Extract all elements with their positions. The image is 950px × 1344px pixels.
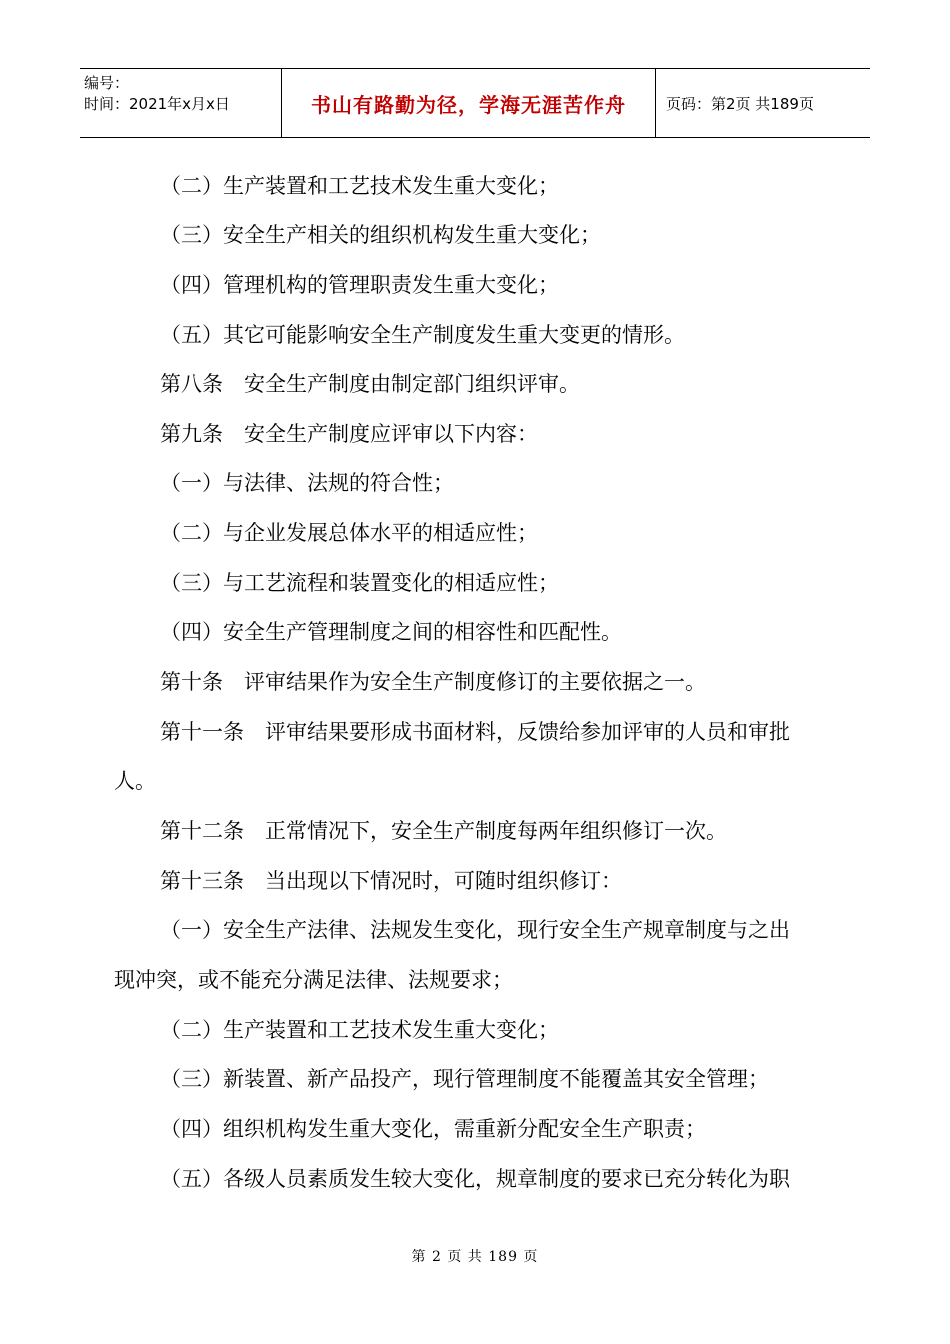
body-line: 现冲突，或不能充分满足法律、法规要求； [114,968,513,992]
body-line: （一）安全生产法律、法规发生变化，现行安全生产规章制度与之出 [160,918,790,942]
body-line: （五）各级人员素质发生较大变化，规章制度的要求已充分转化为职 [160,1167,790,1191]
document-date-label: 时间：2021年x月x日 [84,95,230,113]
body-line: （三）与工艺流程和装置变化的相适应性； [160,571,559,595]
body-line: （二）生产装置和工艺技术发生重大变化； [160,174,559,198]
body-line: （三）新装置、新产品投产，现行管理制度不能覆盖其安全管理； [160,1067,769,1091]
document-number-label: 编号： [84,74,130,92]
header-meta-cell [80,69,282,137]
page-footer: 第 2 页 共 189 页 [411,1249,539,1265]
article-11: 第十一条 评审结果要形成书面材料，反馈给参加评审的人员和审批 [160,720,790,744]
body-line: （四）安全生产管理制度之间的相容性和匹配性。 [160,620,622,644]
article-9: 第九条 安全生产制度应评审以下内容： [160,422,538,446]
body-line: （五）其它可能影响安全生产制度发生重大变更的情形。 [160,323,685,347]
body-line: 人。 [114,769,156,793]
page-header [80,68,870,138]
body-line: （四）管理机构的管理职责发生重大变化； [160,273,559,297]
body-line: （一）与法律、法规的符合性； [160,471,454,495]
body-line: （四）组织机构发生重大变化，需重新分配安全生产职责； [160,1117,706,1141]
body-line: （二）生产装置和工艺技术发生重大变化； [160,1018,559,1042]
body-line: （二）与企业发展总体水平的相适应性； [160,521,538,545]
article-10: 第十条 评审结果作为安全生产制度修订的主要依据之一。 [160,670,706,694]
article-12: 第十二条 正常情况下，安全生产制度每两年组织修订一次。 [160,819,727,843]
body-line: （三）安全生产相关的组织机构发生重大变化； [160,223,601,247]
article-13: 第十三条 当出现以下情况时，可随时组织修订： [160,869,622,893]
article-8: 第八条 安全生产制度由制定部门组织评审。 [160,372,580,396]
header-page-info: 页码：第2页 共189页 [666,94,814,113]
header-motto: 书山有路勤为径，学海无涯苦作舟 [282,69,656,137]
